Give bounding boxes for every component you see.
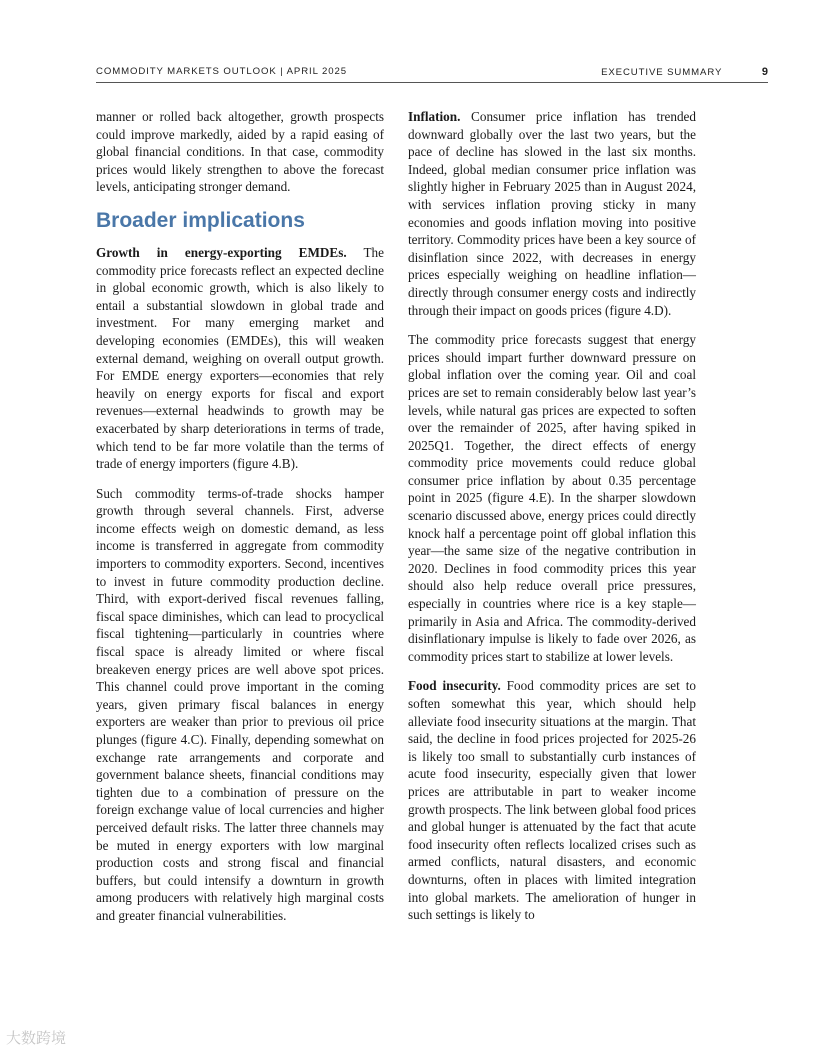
- running-header: [96, 64, 768, 83]
- paragraph-body: Food commodity prices are set to soften somewhat this year, which should help alleviate food insecurity situations at the margin. That said, the decline in food prices projected for 2025-26 is likely too small to substantially curb instances of acute food insecurity, especially given that lower prices are attributable in part to weaker income growth prospects. The link between global food prices and global hunger is attenuated by the fact that acute food insecurity often reflects localized crises such as armed conflicts, natural disasters, and economic downturns, often in places with limited integration into global markets. The amelioration of hunger in such settings is likely to: [408, 678, 696, 923]
- paragraph-body: Consumer price inflation has trended downward globally over the last two years, but the pace of decline has slowed in the last six months. Indeed, global median consumer price inflation was slightly higher in February 2025 than in August 2024, with services inflation proving sticky in many economies and goods inflation moving into positive territory. Commodity prices have been a key source of disinflation since 2022, with decreases in energy prices especially weighing on headline inflation—directly through consumer energy costs and indirectly through their impact on goods prices (figure 4.D).: [408, 109, 696, 318]
- publication-title: COMMODITY MARKETS OUTLOOK | APRIL 2025: [96, 66, 348, 77]
- paragraph-food-insecurity: [408, 677, 696, 923]
- paragraph-continued: manner or rolled back altogether, growth prospects could improve markedly, aided by a rapid easing of global financial conditions. In that case, commodity prices would likely strengthen to above the forecast levels, anticipating stronger demand.: [96, 109, 384, 195]
- paragraph-lead: Food insecurity.: [408, 678, 501, 694]
- section-title: EXECUTIVE SUMMARY: [601, 67, 723, 78]
- paragraph-inflation: [408, 108, 696, 319]
- section-heading: Broader implications: [96, 208, 305, 232]
- paragraph-forecasts: The commodity price forecasts suggest that energy prices should impart further downward pressure on global inflation over the coming year. Oil and coal prices are set to remain considerably below last year’s levels, while natural gas prices are expected to soften over the remainder of 2025, after having spiked in 2025Q1. Together, the direct effects of energy commodity price movements could reduce global consumer price inflation by about 0.35 percentage point in 2025 (figure 4.E). In the sharper slowdown scenario discussed above, energy prices could directly knock half a percentage point off global inflation this year—the same size of the negative contribution in 2020. Declines in food commodity prices this year should also help reduce overall price pressures, especially in countries where rice is a key staple—primarily in Asia and Africa. The commodity-derived disinflationary impulse is likely to fade over 2026, as commodity prices start to stabilize at lower levels.: [408, 332, 696, 664]
- left-column: [96, 108, 384, 937]
- paragraph-body: The commodity price forecasts reflect an expected decline in global economic growth, which is also likely to entail a substantial slowdown in global trade and investment. For many emerging market and developing economies (EMDEs), this will weaken external demand, weighing on overall output growth. For EMDE energy exporters—economies that rely heavily on energy exports for fiscal and export revenues—external headwinds to growth may be exacerbated by sharp deteriorations in terms of trade, which tend to be far more volatile than the terms of trade of energy importers (figure 4.B).: [96, 244, 385, 472]
- paragraph-lead: Inflation.: [408, 109, 461, 124]
- paragraph-growth: [96, 244, 384, 473]
- paragraph-terms-of-trade: Such commodity terms-of-trade shocks hamper growth through several channels. First, adverse income effects weigh on domestic demand, as less income is transferred in aggregate from commodity importers to commodity exporters. Second, incentives to invest in future commodity production decline. Third, with export-derived fiscal revenues falling, fiscal space diminishes, which can lead to procyclical fiscal tightening—particularly in countries where fiscal space is already limited or where fiscal breakeven energy prices are well above spot prices. This channel could prove important in the coming years, given primary fiscal balances in energy exporters are weaker than prior to previous oil price plunges (figure 4.C). Finally, depending somewhat on exchange rate arrangements and corporate and government balance sheets, financial conditions may tighten due to a combination of pressure on the foreign exchange value of local currencies and higher perceived default risks. The latter three channels may be muted in energy exporters with low marginal production costs and strong fiscal and financial buffers, but could intensify a downturn in growth among producers with relatively high marginal costs and greater financial vulnerabilities.: [96, 485, 384, 923]
- header-right: [601, 66, 768, 78]
- page-number: 9: [761, 66, 768, 78]
- watermark: 大数跨境: [6, 1029, 67, 1047]
- paragraph-lead: Growth in energy-exporting EMDEs.: [96, 244, 347, 260]
- right-column: [408, 108, 696, 936]
